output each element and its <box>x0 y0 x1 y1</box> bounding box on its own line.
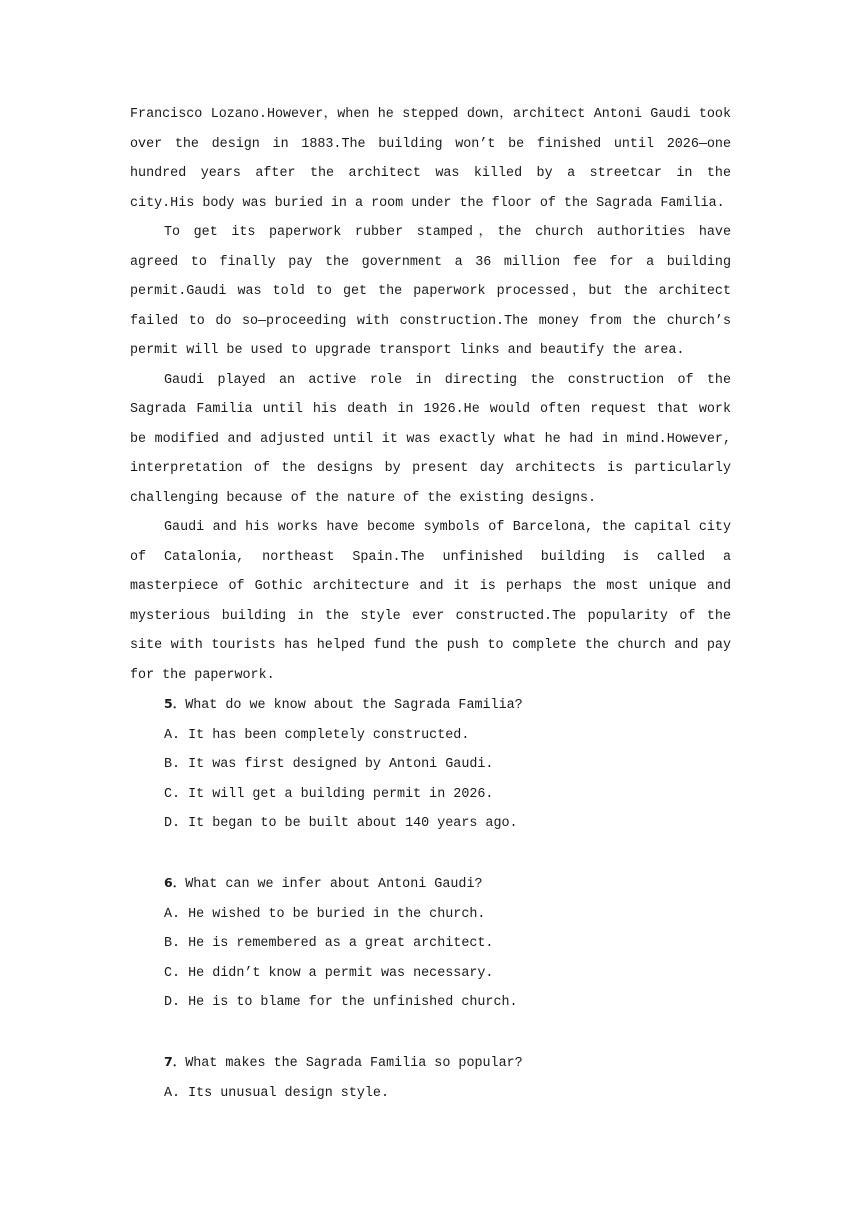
reading-passage <box>130 100 731 690</box>
answer-option-a: A. He wished to be buried in the church. <box>164 906 486 922</box>
answer-option-a: A. It has been completely constructed. <box>164 727 470 743</box>
question-stem <box>164 868 731 900</box>
passage-paragraph: Gaudi and his works have become symbols of Barcelona, the capital city of Catalonia, northeast Spain.The unfinished building is called a masterpiece of Gothic architecture and it is perhaps the most unique and mysterious building in the style ever constructed.The popularity of the site with tourists has helped fund the push to complete the church and pay for the paperwork. <box>130 520 731 683</box>
answer-option-d: D. It began to be built about 140 years ago. <box>164 816 518 831</box>
question-stem <box>164 1047 731 1079</box>
question-6 <box>164 868 731 1018</box>
question-number: 5． <box>164 696 186 711</box>
question-text: What makes the Sagrada Familia so popular? <box>185 1056 523 1071</box>
question-text: What do we know about the Sagrada Familia? <box>185 698 523 713</box>
answer-option-b: B. It was first designed by Antoni Gaudi. <box>164 757 494 772</box>
passage-paragraph: Francisco Lozano.However，when he stepped down，architect Antoni Gaudi took over the design in 1883.The building won’t be finished until 2026—one hundred years after the architect was killed by a streetcar in the city.His body was buried in a room under the floor of the Sagrada Familia. <box>130 107 731 211</box>
question-7 <box>164 1047 731 1108</box>
question-text: What can we infer about Antoni Gaudi? <box>185 877 483 892</box>
question-stem <box>164 689 731 721</box>
question-number: 7． <box>164 1054 186 1069</box>
passage-paragraph: Gaudi played an active role in directing the construction of the Sagrada Familia until his death in 1926.He would often request that work be modified and adjusted until it was exactly what he had in mind.However, interpretation of the designs by present day architects is particularly challenging because of the nature of the existing designs. <box>130 372 731 506</box>
passage-paragraph: To get its paperwork rubber stamped，the church authorities have agreed to finally pay the government a 36 million fee for a building permit.Gaudi was told to get the paperwork processed，but the architect failed to do so—proceeding with construction.The money from the church’s permit will be used to upgrade transport links and beautify the area. <box>130 225 731 358</box>
question-number: 6． <box>164 875 186 890</box>
answer-option-b: B. He is remembered as a great architect. <box>164 936 494 951</box>
answer-option-c: C. It will get a building permit in 2026. <box>164 786 494 802</box>
question-5 <box>164 689 731 839</box>
question-list <box>164 689 731 1138</box>
answer-option-d: D. He is to blame for the unfinished church. <box>164 995 518 1010</box>
answer-option-c: C. He didn’t know a permit was necessary. <box>164 965 494 981</box>
answer-option-a: A. Its unusual design style. <box>164 1085 389 1101</box>
